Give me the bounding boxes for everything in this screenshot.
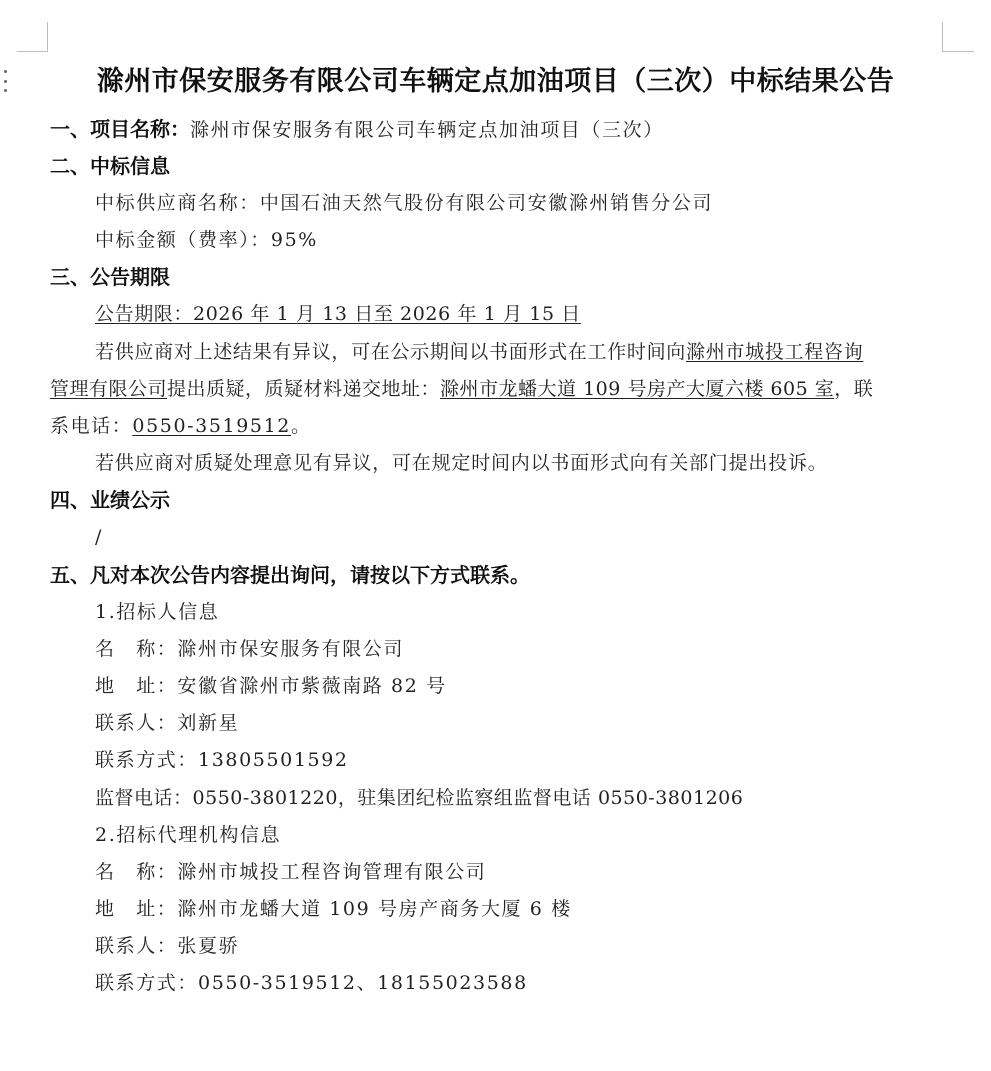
agency-phone-line	[95, 969, 528, 997]
agency-address: 滁州市龙蟠大道 109 号房产商务大厦 6 楼	[177, 898, 572, 920]
objection-paragraph-line-2	[50, 375, 873, 403]
purchaser-phone-line	[95, 746, 349, 774]
purchaser-address-label: 地 址：	[95, 675, 178, 697]
agency-name-link-b: 管理有限公司	[50, 378, 168, 400]
supplier-label: 中标供应商名称：	[95, 192, 260, 214]
supervision-phone: 0550-3801220，驻集团纪检监察组监督电话 0550-3801206	[192, 787, 744, 809]
section-5-heading: 五、凡对本次公告内容提出询问，请按以下方式联系。	[50, 563, 530, 587]
purchaser-contact-label: 联系人：	[95, 712, 178, 734]
agency-phone: 0550-3519512、18155023588	[198, 972, 528, 994]
supervision-phone-line	[95, 784, 743, 812]
purchaser-name: 滁州市保安服务有限公司	[177, 638, 405, 660]
objection-text-c: ，联	[834, 378, 874, 400]
agency-address-line	[95, 895, 572, 923]
supplier-value: 中国石油天然气股份有限公司安徽滁州销售分公司	[259, 192, 714, 214]
purchaser-name-label: 名 称：	[95, 638, 178, 660]
purchaser-address: 安徽省滁州市紫薇南路 82 号	[177, 675, 447, 697]
submission-phone: 0550-3519512	[132, 415, 291, 437]
agency-name-label: 名 称：	[95, 861, 178, 883]
submission-address: 滁州市龙蟠大道 109 号房产大厦六楼 605 室	[440, 378, 835, 400]
agency-contact-line	[95, 932, 239, 960]
objection-text-d: 系电话：	[50, 415, 133, 437]
section-4-heading: 四、业绩公示	[50, 488, 170, 512]
objection-paragraph-line-3	[50, 412, 312, 440]
purchaser-phone-label: 联系方式：	[95, 749, 199, 771]
purchaser-address-line	[95, 672, 447, 700]
purchaser-contact: 刘新星	[177, 712, 240, 734]
document-title: 滁州市保安服务有限公司车辆定点加油项目（三次）中标结果公告	[96, 66, 895, 97]
performance-value: /	[95, 526, 104, 548]
project-name-value: 滁州市保安服务有限公司车辆定点加油项目（三次）	[190, 119, 664, 141]
page-corner-mark-top-right	[942, 22, 943, 52]
objection-text-e: 。	[291, 415, 312, 437]
section-1-heading: 一、项目名称：	[50, 117, 190, 141]
page-corner-mark-top-left	[47, 22, 48, 52]
complaint-paragraph: 若供应商对质疑处理意见有异议，可在规定时间内以书面形式向有关部门提出投诉。	[95, 452, 828, 474]
section-2-heading: 二、中标信息	[50, 154, 170, 178]
notice-period: 公告期限：2026 年 1 月 13 日至 2026 年 1 月 15 日	[95, 303, 581, 325]
amount-value: 95%	[270, 229, 318, 251]
objection-text-a: 若供应商对上述结果有异议，可在公示期间以书面形式在工作时间向	[95, 341, 687, 363]
objection-text-b: 提出质疑，质疑材料递交地址：	[167, 378, 441, 400]
amount-label: 中标金额（费率）：	[95, 229, 271, 251]
agency-contact-label: 联系人：	[95, 935, 178, 957]
agency-name-link-a: 滁州市城投工程咨询	[686, 341, 864, 363]
agency-address-label: 地 址：	[95, 898, 178, 920]
supplier-line	[95, 189, 713, 217]
section-1-project-name	[50, 115, 664, 144]
agency-info-heading: 2.招标代理机构信息	[95, 824, 282, 846]
agency-name-line	[95, 858, 486, 886]
amount-line	[95, 226, 318, 254]
page-corner-mark-top-left-h	[17, 51, 48, 52]
purchaser-phone: 13805501592	[198, 749, 349, 771]
purchaser-name-line	[95, 635, 404, 663]
objection-paragraph-line-1	[95, 338, 863, 366]
agency-phone-label: 联系方式：	[95, 972, 199, 994]
agency-name: 滁州市城投工程咨询管理有限公司	[177, 861, 487, 883]
purchaser-contact-line	[95, 709, 239, 737]
supervision-phone-label: 监督电话：	[95, 787, 193, 809]
purchaser-info-heading: 1.招标人信息	[95, 601, 220, 623]
page-corner-mark-top-right-h	[942, 51, 974, 52]
section-3-heading: 三、公告期限	[50, 265, 170, 289]
agency-contact: 张夏骄	[177, 935, 240, 957]
